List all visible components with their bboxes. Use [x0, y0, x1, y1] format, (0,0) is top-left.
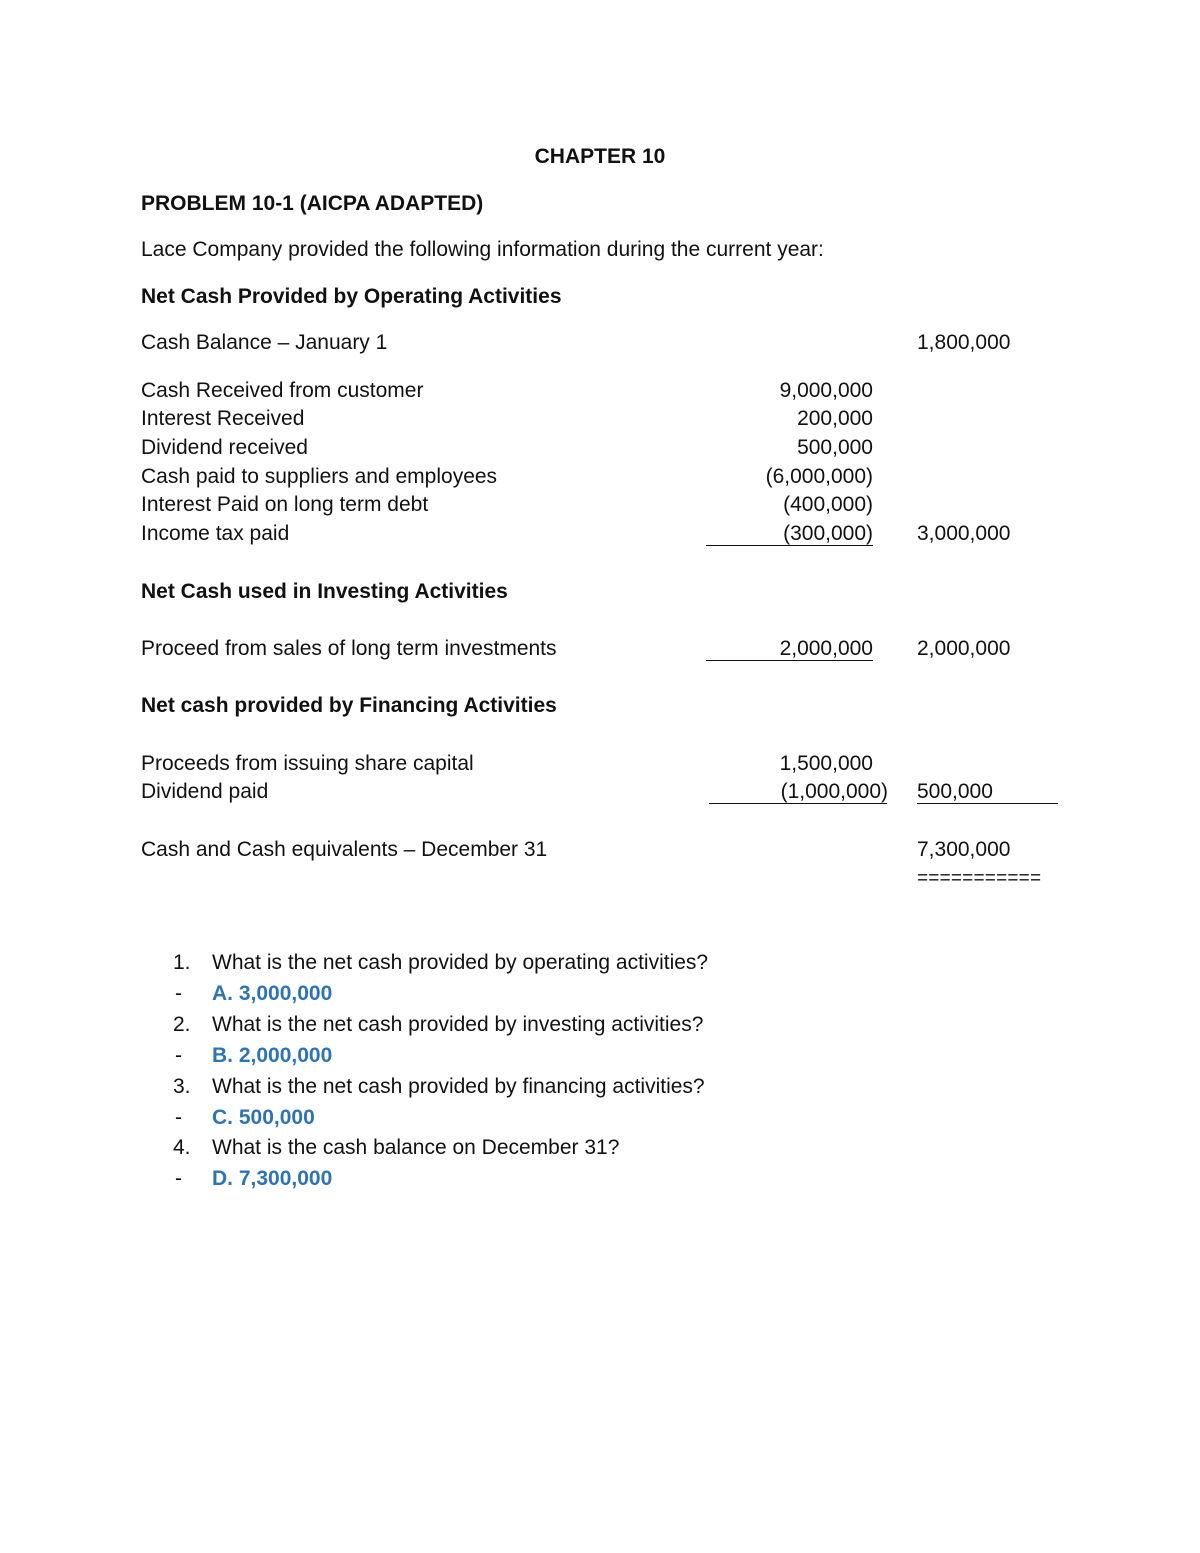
answer-text: A. 3,000,000 [212, 982, 333, 1005]
financing-item-amount: 1,500,000 [779, 752, 873, 775]
investing-item-amount: 2,000,000 [779, 637, 873, 660]
answer-bullet: - [175, 1167, 182, 1190]
intro-text: Lace Company provided the following information during the current year: [141, 238, 824, 261]
question-text: What is the net cash provided by operating activities? [212, 951, 709, 974]
financing-subtotal-rule [709, 803, 887, 804]
problem-title: PROBLEM 10-1 (AICPA ADAPTED) [141, 192, 484, 215]
operating-item-amount: (400,000) [783, 493, 873, 516]
question-text: What is the cash balance on December 31? [212, 1136, 620, 1159]
answer-text: D. 7,300,000 [212, 1167, 333, 1190]
answer-bullet: - [175, 982, 182, 1005]
opening-balance-label: Cash Balance – January 1 [141, 331, 388, 354]
operating-item-label: Cash paid to suppliers and employees [141, 465, 498, 488]
answer-bullet: - [175, 1106, 182, 1129]
closing-balance-label: Cash and Cash equivalents – December 31 [141, 838, 548, 861]
opening-balance-value: 1,800,000 [917, 331, 1011, 354]
answer-text: B. 2,000,000 [212, 1044, 333, 1067]
financing-total: 500,000 [917, 780, 993, 803]
answer-text: C. 500,000 [212, 1106, 315, 1129]
investing-total: 2,000,000 [917, 637, 1011, 660]
answer-bullet: - [175, 1044, 182, 1067]
closing-balance-value: 7,300,000 [917, 838, 1011, 861]
operating-item-label: Dividend received [141, 436, 308, 459]
operating-item-label: Cash Received from customer [141, 379, 424, 402]
double-underline: =========== [917, 868, 1042, 889]
question-text: What is the net cash provided by investing activities? [212, 1013, 704, 1036]
operating-total: 3,000,000 [917, 522, 1011, 545]
investing-heading: Net Cash used in Investing Activities [141, 580, 508, 603]
operating-heading: Net Cash Provided by Operating Activities [141, 285, 562, 308]
operating-item-amount: 9,000,000 [779, 379, 873, 402]
operating-item-amount: (6,000,000) [765, 465, 873, 488]
financing-item-amount: (1,000,000) [780, 780, 888, 803]
investing-subtotal-rule [706, 660, 873, 661]
financing-total-rule [917, 803, 1058, 804]
question-number: 4. [173, 1136, 191, 1159]
operating-item-label: Interest Paid on long term debt [141, 493, 429, 516]
question-number: 2. [173, 1013, 191, 1036]
question-number: 1. [173, 951, 191, 974]
operating-item-amount: (300,000) [783, 522, 873, 545]
financing-heading: Net cash provided by Financing Activities [141, 694, 557, 717]
operating-item-amount: 200,000 [797, 407, 873, 430]
chapter-title: CHAPTER 10 [534, 145, 666, 168]
financing-item-label: Proceeds from issuing share capital [141, 752, 474, 775]
operating-item-label: Income tax paid [141, 522, 290, 545]
operating-item-label: Interest Received [141, 407, 305, 430]
financing-item-label: Dividend paid [141, 780, 269, 803]
operating-item-amount: 500,000 [797, 436, 873, 459]
operating-subtotal-rule [706, 545, 873, 546]
investing-item-label: Proceed from sales of long term investments [141, 637, 557, 660]
question-text: What is the net cash provided by financing activities? [212, 1075, 705, 1098]
question-number: 3. [173, 1075, 191, 1098]
